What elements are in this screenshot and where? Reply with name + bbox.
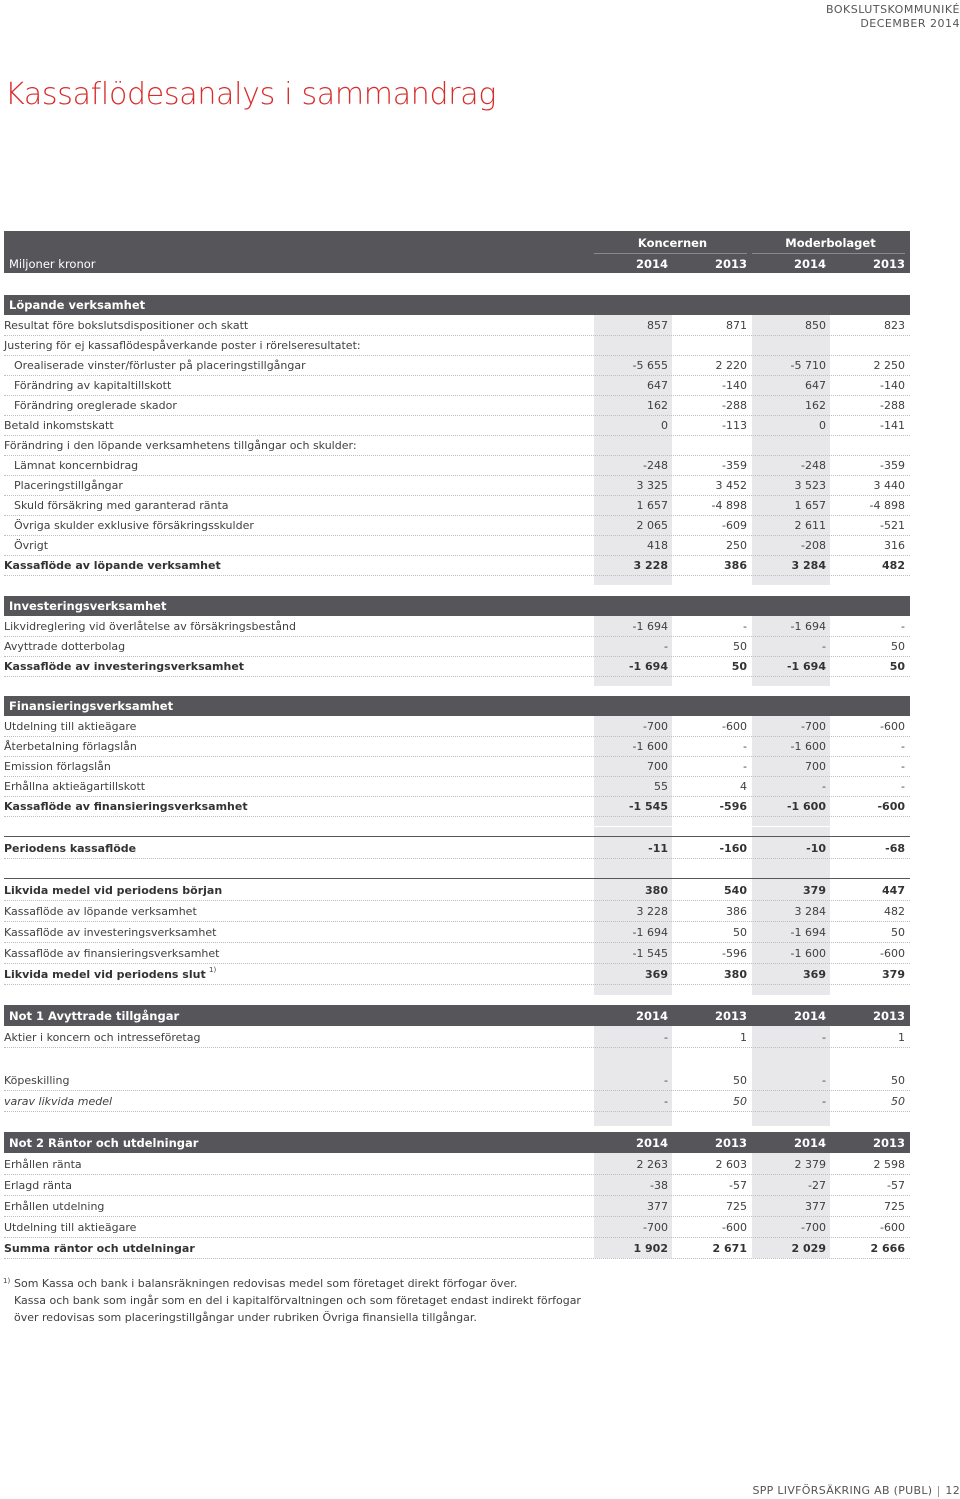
table-row (4, 375, 910, 396)
row-value: 2 250 (873, 359, 905, 372)
row-label: Lämnat koncernbidrag (14, 459, 139, 472)
row-label: Erlagd ränta (4, 1179, 73, 1192)
footnote-line-3: över redovisas som placeringstillgångar under rubriken Övriga finansiella tillgångar. (14, 1311, 477, 1324)
row-value: - (822, 1095, 826, 1108)
row-value: 3 452 (715, 479, 747, 492)
row-value: 3 284 (794, 905, 826, 918)
row-value: -57 (729, 1179, 747, 1192)
table-row (4, 355, 910, 376)
row-value: 50 (891, 1095, 905, 1108)
row-value: 50 (733, 926, 747, 939)
row-value: 2 603 (715, 1158, 747, 1171)
header-cell: Moderbolaget (785, 236, 876, 250)
row-value: -359 (722, 459, 747, 472)
row-label: Förändring av kapitaltillskott (14, 379, 172, 392)
table-row (4, 776, 910, 797)
row-value: -1 600 (786, 800, 826, 813)
row-value: 850 (805, 319, 826, 332)
header-cell: 2014 (635, 1009, 668, 1023)
section-header (4, 295, 910, 315)
row-value: -600 (722, 720, 747, 733)
row-value: 50 (891, 926, 905, 939)
row-label: Summa räntor och utdelningar (4, 1242, 195, 1255)
row-value: 725 (726, 1200, 747, 1213)
row-value: -140 (880, 379, 905, 392)
row-value: 369 (803, 968, 826, 981)
row-value: 1 657 (794, 499, 826, 512)
row-value: -600 (880, 720, 905, 733)
section-total-row (4, 656, 910, 677)
row-value: 50 (891, 640, 905, 653)
table-row (4, 901, 910, 922)
header-cell: Not 2 Räntor och utdelningar (9, 1136, 199, 1150)
row-value: - (822, 640, 826, 653)
row-value: -1 694 (632, 620, 668, 633)
table-row (4, 636, 910, 657)
note-2-header (4, 1132, 910, 1153)
row-value: - (743, 740, 747, 753)
row-value: 316 (884, 539, 905, 552)
header-cell: Finansieringsverksamhet (9, 699, 174, 713)
row-value: -1 694 (628, 660, 668, 673)
table-row (4, 435, 910, 456)
row-value: - (822, 1074, 826, 1087)
row-value: -5 710 (790, 359, 826, 372)
page-footer (752, 1484, 960, 1497)
header-cell: 2014 (793, 1009, 826, 1023)
row-value: -140 (722, 379, 747, 392)
section-total-row (4, 796, 910, 817)
row-value: -38 (650, 1179, 668, 1192)
row-value: 50 (733, 1095, 747, 1108)
table-row (4, 315, 910, 336)
header-cell: Koncernen (637, 236, 708, 250)
row-value: -1 694 (790, 926, 826, 939)
row-value: 2 263 (636, 1158, 668, 1171)
group-underline (594, 253, 747, 254)
row-value: -600 (722, 1221, 747, 1234)
header-line-1: BOKSLUTSKOMMUNIKÉ (826, 3, 960, 16)
row-value: - (664, 1031, 668, 1044)
page-number: 12 (945, 1484, 960, 1497)
row-label: Orealiserade vinster/förluster på placeringstillgångar (14, 359, 306, 372)
row-value: 369 (645, 968, 668, 981)
row-value: -1 694 (790, 620, 826, 633)
table-row (4, 922, 910, 943)
row-value: 700 (805, 760, 826, 773)
row-value: -160 (719, 842, 747, 855)
row-value: -521 (880, 519, 905, 532)
row-value: 2 666 (870, 1242, 905, 1255)
row-value: 2 611 (794, 519, 826, 532)
row-value: 4 (740, 780, 747, 793)
row-value: - (664, 640, 668, 653)
row-value: 379 (803, 884, 826, 897)
row-value: -359 (880, 459, 905, 472)
row-value: -288 (880, 399, 905, 412)
page-title: Kassaflödesanalys i sammandrag (5, 77, 497, 112)
row-value: 3 440 (873, 479, 905, 492)
row-label: Förändring oreglerade skador (14, 399, 177, 412)
row-value: 647 (805, 379, 826, 392)
row-value: - (901, 620, 905, 633)
table-row (4, 535, 910, 556)
table-row (4, 1217, 910, 1238)
header-cell: 2013 (714, 1136, 747, 1150)
row-value: 871 (726, 319, 747, 332)
row-value: 1 (898, 1031, 905, 1044)
footnote-line-1: Som Kassa och bank i balansräkningen redovisas medel som företaget direkt förfogar över. (14, 1277, 518, 1290)
table-row (4, 455, 910, 476)
table-row (4, 1175, 910, 1196)
row-value: -57 (887, 1179, 905, 1192)
row-value: 3 523 (794, 479, 826, 492)
row-label: Erhållen ränta (4, 1158, 82, 1171)
row-label: Likvida medel vid periodens början (4, 884, 223, 897)
row-value: 1 (740, 1031, 747, 1044)
row-value: - (743, 620, 747, 633)
footnote-line-2: Kassa och bank som ingår som en del i kapitalförvaltningen och som företaget endast indirekt förfogar (14, 1294, 581, 1307)
table-row (4, 616, 910, 637)
row-value: - (822, 1031, 826, 1044)
row-value: -113 (722, 419, 747, 432)
header-cell: 2014 (793, 1136, 826, 1150)
row-value: - (901, 760, 905, 773)
row-label: Resultat före bokslutsdispositioner och skatt (4, 319, 249, 332)
row-value: - (664, 1074, 668, 1087)
row-value: -288 (722, 399, 747, 412)
row-value: 447 (882, 884, 905, 897)
row-value: 50 (891, 1074, 905, 1087)
row-value: 380 (645, 884, 668, 897)
row-value: 50 (733, 1074, 747, 1087)
row-label: Periodens kassaflöde (4, 842, 137, 855)
row-value: -1 600 (790, 947, 826, 960)
table-row (4, 495, 910, 516)
row-value: -4 898 (711, 499, 747, 512)
row-value: 482 (884, 905, 905, 918)
row-value: - (664, 1095, 668, 1108)
row-label: Placeringstillgångar (14, 479, 123, 492)
row-value: 1 902 (633, 1242, 668, 1255)
header-line-2: DECEMBER 2014 (860, 17, 960, 30)
row-value: 0 (819, 419, 826, 432)
row-label: varav likvida medel (4, 1095, 113, 1108)
row-value: 377 (805, 1200, 826, 1213)
header-cell: 2014 (635, 257, 668, 271)
table-row (4, 1154, 910, 1175)
row-value: 647 (647, 379, 668, 392)
table-row (4, 395, 910, 416)
header-cell: 2013 (872, 1009, 905, 1023)
row-value: -1 600 (632, 740, 668, 753)
header-cell: Miljoner kronor (9, 257, 96, 271)
note-total-row (4, 1238, 910, 1259)
row-value: -1 600 (790, 740, 826, 753)
row-value: 379 (882, 968, 905, 981)
table-row (4, 943, 910, 964)
table-row (4, 1027, 910, 1048)
period-cash-flow-row (4, 838, 910, 859)
footer-company: SPP LIVFÖRSÄKRING AB (PUBL) (752, 1484, 933, 1497)
row-value: 540 (724, 884, 747, 897)
row-label: Kassaflöde av finansieringsverksamhet (4, 947, 220, 960)
row-label: Betald inkomstskatt (4, 419, 114, 432)
table-header (4, 231, 910, 273)
row-value: 3 228 (633, 559, 668, 572)
row-value: -68 (885, 842, 905, 855)
row-label: Kassaflöde av investeringsverksamhet (4, 926, 217, 939)
table-row (4, 1070, 910, 1091)
row-value: -600 (877, 800, 905, 813)
row-value: 50 (889, 660, 905, 673)
row-value: -1 694 (632, 926, 668, 939)
table-row (4, 716, 910, 737)
table-row (4, 1091, 910, 1112)
row-value: -700 (643, 720, 668, 733)
row-value: 50 (733, 640, 747, 653)
row-value: -248 (801, 459, 826, 472)
row-value: -596 (719, 800, 747, 813)
table-row (4, 1196, 910, 1217)
header-cell: 2013 (714, 257, 747, 271)
row-value: - (743, 760, 747, 773)
row-label: Utdelning till aktieägare (4, 1221, 137, 1234)
row-value: 2 065 (636, 519, 668, 532)
note-1-header (4, 1005, 910, 1026)
divider (4, 878, 910, 879)
row-value: -700 (801, 1221, 826, 1234)
header-cell: Investeringsverksamhet (9, 599, 167, 613)
row-value: 386 (726, 905, 747, 918)
section-total-row (4, 555, 910, 576)
row-value: 55 (654, 780, 668, 793)
row-value: -11 (648, 842, 668, 855)
row-label: Emission förlagslån (4, 760, 111, 773)
row-value: -700 (801, 720, 826, 733)
row-label: Övrigt (14, 539, 49, 552)
row-label: Kassaflöde av investeringsverksamhet (4, 660, 245, 673)
group-underline (752, 253, 905, 254)
row-value: 380 (724, 968, 747, 981)
row-label: Kassaflöde av löpande verksamhet (4, 905, 197, 918)
section-header (4, 596, 910, 616)
header-cell: Not 1 Avyttrade tillgångar (9, 1009, 180, 1023)
row-value: 3 325 (636, 479, 668, 492)
row-value: -1 545 (628, 800, 668, 813)
row-value: 482 (882, 559, 905, 572)
row-value: -596 (722, 947, 747, 960)
liquidity-total-row (4, 880, 910, 901)
row-value: -600 (880, 1221, 905, 1234)
row-label: Erhållen utdelning (4, 1200, 105, 1213)
footer-divider (938, 1486, 939, 1497)
table-row (4, 515, 910, 536)
header-cell: 2013 (872, 257, 905, 271)
row-label: Erhållna aktieägartillskott (4, 780, 146, 793)
row-value: 725 (884, 1200, 905, 1213)
table-row (4, 415, 910, 436)
row-value: -4 898 (869, 499, 905, 512)
table-row (4, 335, 910, 356)
row-value: 3 228 (636, 905, 668, 918)
row-value: 2 029 (791, 1242, 826, 1255)
row-label: Återbetalning förlagslån (4, 740, 137, 753)
row-value: -208 (801, 539, 826, 552)
footnote-ref: 1) (209, 966, 217, 974)
row-label: Kassaflöde av löpande verksamhet (4, 559, 221, 572)
row-value: - (901, 780, 905, 793)
row-value: 2 379 (794, 1158, 826, 1171)
table-row (4, 475, 910, 496)
row-value: -700 (643, 1221, 668, 1234)
row-value: -609 (722, 519, 747, 532)
section-header (4, 696, 910, 716)
row-value: 162 (805, 399, 826, 412)
row-value: 823 (884, 319, 905, 332)
row-value: -1 694 (786, 660, 826, 673)
row-value: 377 (647, 1200, 668, 1213)
header-cell: 2013 (872, 1136, 905, 1150)
row-label: Köpeskilling (4, 1074, 70, 1087)
row-value: 2 671 (712, 1242, 747, 1255)
row-label: Likvidreglering vid överlåtelse av försäkringsbestånd (4, 620, 296, 633)
row-value: -600 (880, 947, 905, 960)
row-value: 418 (647, 539, 668, 552)
row-value: -5 655 (632, 359, 668, 372)
row-value: -1 545 (632, 947, 668, 960)
row-value: -141 (880, 419, 905, 432)
row-value: 250 (726, 539, 747, 552)
row-value: 2 220 (715, 359, 747, 372)
row-label: Kassaflöde av finansieringsverksamhet (4, 800, 248, 813)
row-label: Avyttrade dotterbolag (4, 640, 126, 653)
row-label: Övriga skulder exklusive försäkringsskulder (14, 519, 254, 532)
liquidity-total-row (4, 964, 910, 985)
divider (4, 836, 910, 837)
row-label: Justering för ej kassaflödespåverkande poster i rörelseresultatet: (4, 339, 361, 352)
header-cell: Löpande verksamhet (9, 298, 146, 312)
table-row (4, 736, 910, 757)
row-value: 386 (724, 559, 747, 572)
header-cell: 2014 (793, 257, 826, 271)
row-value: - (822, 780, 826, 793)
footnote-marker: 1) (3, 1277, 11, 1285)
row-value: 700 (647, 760, 668, 773)
row-value: 1 657 (636, 499, 668, 512)
row-value: 2 598 (873, 1158, 905, 1171)
row-value: 162 (647, 399, 668, 412)
row-value: -248 (643, 459, 668, 472)
row-value: -27 (808, 1179, 826, 1192)
header-cell: 2013 (714, 1009, 747, 1023)
row-value: - (901, 740, 905, 753)
row-value: 3 284 (791, 559, 826, 572)
row-value: 50 (731, 660, 747, 673)
row-value: 0 (661, 419, 668, 432)
row-label: Likvida medel vid periodens slut (4, 968, 206, 981)
row-label: Utdelning till aktieägare (4, 720, 137, 733)
row-value: 857 (647, 319, 668, 332)
header-cell: 2014 (635, 1136, 668, 1150)
row-label: Skuld försäkring med garanterad ränta (14, 499, 229, 512)
row-value: -10 (806, 842, 826, 855)
row-label: Förändring i den löpande verksamhetens tillgångar och skulder: (4, 439, 357, 452)
table-row (4, 756, 910, 777)
row-label: Aktier i koncern och intresseföretag (4, 1031, 201, 1044)
